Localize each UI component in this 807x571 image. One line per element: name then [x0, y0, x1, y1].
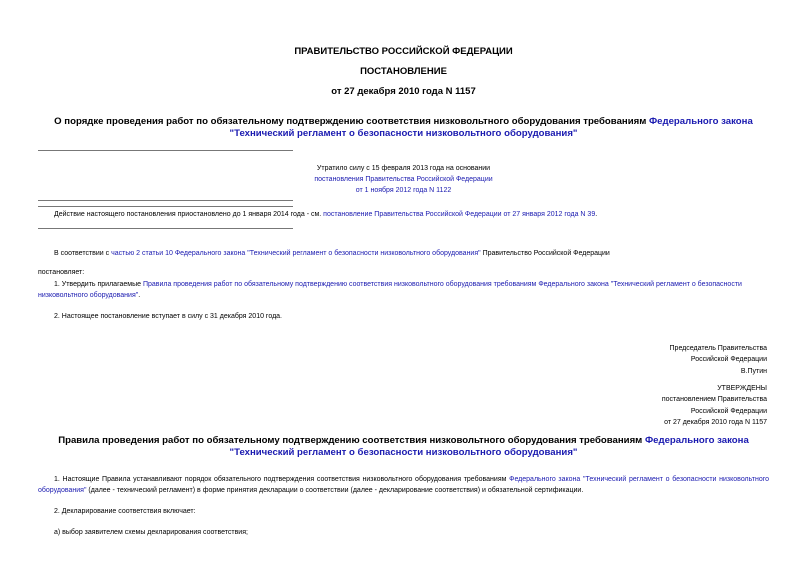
preamble-prefix: В соответствии с [54, 250, 112, 257]
document-type: ПОСТАНОВЛЕНИЕ [360, 66, 447, 77]
item-1 [38, 279, 769, 301]
suspension-note-link[interactable]: постановление Правительства Российской Федерации от 27 января 2012 года N 39 [323, 211, 596, 218]
expiry-note-text: Утратило силу с 15 февраля 2013 года на основании [316, 165, 491, 172]
expiry-note [0, 163, 807, 196]
rules-title-law-link[interactable]: Федерального закона "Технический регламент о безопасности низковольтного оборудования" [229, 435, 749, 458]
item-1-suffix: . [138, 292, 141, 299]
signature-name: В.Путин [740, 367, 767, 375]
document-title [40, 116, 767, 140]
item-1-rules-link[interactable]: Правила проведения работ по обязательному подтверждению соответствия низковольтного оборудования требованиям Федерального закона "Технический регламент о безопасности низковольтного оборудования" [38, 281, 742, 299]
suspension-note-end: . [595, 211, 598, 218]
item-1-prefix: 1. Утвердить прилагаемые [54, 281, 143, 288]
separator-rule [38, 228, 293, 229]
suspension-note [38, 209, 769, 220]
rule-1-suffix: (далее - технический регламент) в форме принятия декларации о соответствии (далее - декларирование соответствия) и обязательной сертификации. [86, 487, 584, 494]
preamble-law-link[interactable]: частью 2 статьи 10 Федерального закона "Технический регламент о безопасности низковольтного оборудования" [111, 250, 481, 257]
title-text: О порядке проведения работ по обязательному подтверждению соответствия низковольтного оборудования требованиям [54, 116, 649, 127]
rule-1 [38, 474, 769, 496]
title-law-link[interactable]: Федерального закона "Технический регламент о безопасности низковольтного оборудования" [229, 116, 753, 139]
signature-block [670, 343, 767, 377]
item-2: 2. Настоящее постановление вступает в силу с 31 декабря 2010 года. [54, 313, 282, 320]
rules-title [40, 435, 767, 459]
separator-rule [38, 200, 293, 201]
government-heading: ПРАВИТЕЛЬСТВО РОССИЙСКОЙ ФЕДЕРАЦИИ [294, 46, 513, 57]
rule-2a: а) выбор заявителем схемы декларирования соответствия; [54, 529, 248, 536]
document-date: от 27 декабря 2010 года N 1157 [331, 86, 476, 97]
approval-country: Российской Федерации [690, 407, 767, 415]
rules-title-text: Правила проведения работ по обязательному подтверждению соответствия низковольтного оборудования требованиям [58, 435, 645, 446]
expiry-note-link-1[interactable]: постановления Правительства Российской Федерации [314, 176, 493, 183]
signature-country: Российской Федерации [690, 356, 767, 364]
rule-1-law-link[interactable]: Федерального закона "Технический регламент о безопасности низковольтного оборудования" [38, 476, 770, 494]
preamble-suffix: Правительство Российской Федерации [480, 250, 610, 257]
approval-heading: УТВЕРЖДЕНЫ [717, 385, 767, 392]
rule-1-prefix: 1. Настоящие Правила устанавливают порядок обязательного подтверждения соответствия низковольтного оборудования требованиям [54, 476, 510, 483]
approval-by: постановлением Правительства [661, 396, 767, 404]
preamble [38, 248, 769, 259]
separator-rule [38, 150, 293, 151]
expiry-note-link-2[interactable]: от 1 ноября 2012 года N 1122 [355, 187, 452, 194]
decides-text: постановляет: [38, 269, 85, 276]
rule-2: 2. Декларирование соответствия включает: [54, 508, 196, 515]
suspension-note-text: Действие настоящего постановления приостановлено до 1 января 2014 года - см. [54, 211, 324, 218]
approval-block [662, 383, 767, 428]
approval-date: от 27 декабря 2010 года N 1157 [664, 418, 767, 426]
signature-position: Председатель Правительства [669, 345, 767, 352]
separator-rule [38, 206, 293, 207]
